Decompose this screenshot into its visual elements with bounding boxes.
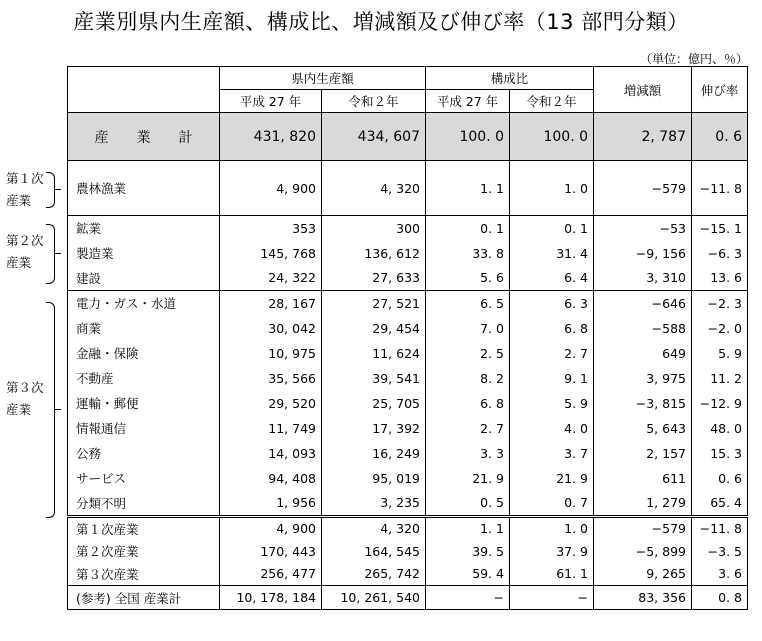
cell-growth: −11. 8 — [692, 517, 748, 540]
table-row — [68, 216, 748, 241]
cell-h27: 353 — [220, 216, 322, 241]
table-row — [68, 266, 748, 291]
cell-ratio-h27: 39. 5 — [426, 540, 510, 563]
group-tertiary-bracket — [46, 302, 55, 518]
cell-r2: 300 — [322, 216, 426, 241]
table-row — [68, 291, 748, 316]
page-title: 産業別県内生産額、構成比、増減額及び伸び率（13 部門分類） — [73, 10, 689, 34]
header-ratio: 構成比 — [426, 67, 594, 90]
production-table — [67, 66, 748, 610]
cell-ratio-h27: 59. 4 — [426, 563, 510, 586]
cell-ratio-r2: 31. 4 — [510, 241, 594, 266]
cell-change: 649 — [594, 341, 692, 366]
cell-ratio-h27: 1. 1 — [426, 517, 510, 540]
header-production: 県内生産額 — [220, 67, 426, 90]
table-row — [68, 491, 748, 517]
row-name: 商業 — [68, 316, 220, 341]
cell-ratio-r2: 21. 9 — [510, 466, 594, 491]
row-name: 農林漁業 — [68, 161, 220, 216]
cell-growth: 0. 8 — [692, 586, 748, 610]
cell-growth: 0. 6 — [692, 113, 748, 161]
cell-change: 3, 310 — [594, 266, 692, 291]
cell-h27: 30, 042 — [220, 316, 322, 341]
row-name: 公務 — [68, 441, 220, 466]
table-row — [68, 316, 748, 341]
cell-ratio-h27: 8. 2 — [426, 366, 510, 391]
cell-h27: 431, 820 — [220, 113, 322, 161]
row-name: 第１次産業 — [68, 517, 220, 540]
header-prod-r2: 令和２年 — [322, 90, 426, 113]
cell-change: 611 — [594, 466, 692, 491]
cell-change: 2, 787 — [594, 113, 692, 161]
cell-ratio-r2: 100. 0 — [510, 113, 594, 161]
cell-change: −579 — [594, 517, 692, 540]
cell-growth: −15. 1 — [692, 216, 748, 241]
cell-change: 2, 157 — [594, 441, 692, 466]
cell-ratio-h27: − — [426, 586, 510, 610]
cell-growth: −11. 8 — [692, 161, 748, 216]
cell-ratio-h27: 21. 9 — [426, 466, 510, 491]
table-row — [68, 416, 748, 441]
cell-change: −9, 156 — [594, 241, 692, 266]
cell-h27: 10, 178, 184 — [220, 586, 322, 610]
cell-change: −646 — [594, 291, 692, 316]
cell-r2: 27, 521 — [322, 291, 426, 316]
row-name: 金融・保険 — [68, 341, 220, 366]
table-row — [68, 441, 748, 466]
cell-ratio-r2: 1. 0 — [510, 517, 594, 540]
cell-h27: 4, 900 — [220, 517, 322, 540]
cell-ratio-r2: 2. 7 — [510, 341, 594, 366]
cell-ratio-h27: 6. 5 — [426, 291, 510, 316]
cell-ratio-h27: 0. 1 — [426, 216, 510, 241]
row-name: 不動産 — [68, 366, 220, 391]
cell-r2: 25, 705 — [322, 391, 426, 416]
header-blank — [68, 67, 220, 113]
cell-r2: 95, 019 — [322, 466, 426, 491]
bracket-tick — [54, 189, 61, 190]
table-row — [68, 466, 748, 491]
cell-change: 1, 279 — [594, 491, 692, 517]
cell-ratio-r2: 6. 8 — [510, 316, 594, 341]
header-ratio-r2: 令和２年 — [510, 90, 594, 113]
row-name: (参考) 全国 産業計 — [68, 586, 220, 610]
bracket-tick — [54, 253, 61, 254]
table-row — [68, 540, 748, 563]
cell-h27: 256, 477 — [220, 563, 322, 586]
cell-h27: 11, 749 — [220, 416, 322, 441]
cell-growth: −2. 0 — [692, 316, 748, 341]
cell-r2: 434, 607 — [322, 113, 426, 161]
group-primary-bracket — [46, 172, 55, 208]
group-primary-label: 第１次 産業 — [6, 171, 44, 208]
cell-r2: 27, 633 — [322, 266, 426, 291]
row-name: 産 業 計 — [68, 113, 220, 161]
cell-r2: 17, 392 — [322, 416, 426, 441]
cell-growth: 3. 6 — [692, 563, 748, 586]
cell-ratio-r2: 0. 1 — [510, 216, 594, 241]
cell-growth: −2. 3 — [692, 291, 748, 316]
cell-h27: 10, 975 — [220, 341, 322, 366]
table-row — [68, 366, 748, 391]
cell-h27: 24, 322 — [220, 266, 322, 291]
cell-change: −3, 815 — [594, 391, 692, 416]
cell-change: 9, 265 — [594, 563, 692, 586]
cell-r2: 4, 320 — [322, 161, 426, 216]
unit-note: （単位：億円、％） — [639, 52, 748, 66]
cell-ratio-r2: 3. 7 — [510, 441, 594, 466]
cell-r2: 29, 454 — [322, 316, 426, 341]
row-name: サービス — [68, 466, 220, 491]
table-row — [68, 241, 748, 266]
cell-growth: 65. 4 — [692, 491, 748, 517]
cell-ratio-r2: 9. 1 — [510, 366, 594, 391]
cell-ratio-r2: 4. 0 — [510, 416, 594, 441]
cell-r2: 3, 235 — [322, 491, 426, 517]
cell-r2: 164, 545 — [322, 540, 426, 563]
cell-r2: 265, 742 — [322, 563, 426, 586]
cell-change: −5, 899 — [594, 540, 692, 563]
row-name: 第２次産業 — [68, 540, 220, 563]
cell-ratio-h27: 5. 6 — [426, 266, 510, 291]
cell-growth: −6. 3 — [692, 241, 748, 266]
cell-ratio-h27: 6. 8 — [426, 391, 510, 416]
header-change: 増減額 — [594, 67, 692, 113]
cell-ratio-h27: 0. 5 — [426, 491, 510, 517]
cell-growth: −12. 9 — [692, 391, 748, 416]
group-secondary-bracket — [46, 224, 55, 284]
row-name: 情報通信 — [68, 416, 220, 441]
cell-ratio-r2: 0. 7 — [510, 491, 594, 517]
row-name: 製造業 — [68, 241, 220, 266]
cell-growth: 5. 9 — [692, 341, 748, 366]
cell-ratio-h27: 1. 1 — [426, 161, 510, 216]
group-tertiary-label: 第３次 産業 — [6, 380, 44, 417]
cell-growth: 11. 2 — [692, 366, 748, 391]
cell-change: −53 — [594, 216, 692, 241]
cell-change: −579 — [594, 161, 692, 216]
bracket-tick — [54, 409, 61, 410]
cell-ratio-h27: 2. 5 — [426, 341, 510, 366]
cell-ratio-h27: 33. 8 — [426, 241, 510, 266]
table-row — [68, 391, 748, 416]
row-name: 電力・ガス・水道 — [68, 291, 220, 316]
cell-ratio-r2: 6. 4 — [510, 266, 594, 291]
cell-h27: 28, 167 — [220, 291, 322, 316]
cell-ratio-r2: 61. 1 — [510, 563, 594, 586]
cell-r2: 10, 261, 540 — [322, 586, 426, 610]
cell-h27: 170, 443 — [220, 540, 322, 563]
row-name: 第３次産業 — [68, 563, 220, 586]
table-row — [68, 586, 748, 610]
cell-ratio-h27: 100. 0 — [426, 113, 510, 161]
cell-h27: 1, 956 — [220, 491, 322, 517]
cell-ratio-h27: 3. 3 — [426, 441, 510, 466]
cell-h27: 29, 520 — [220, 391, 322, 416]
group-secondary-label: 第２次 産業 — [6, 233, 44, 270]
table-row — [68, 341, 748, 366]
cell-r2: 16, 249 — [322, 441, 426, 466]
header-growth: 伸び率 — [692, 67, 748, 113]
row-name: 建設 — [68, 266, 220, 291]
cell-h27: 94, 408 — [220, 466, 322, 491]
row-name: 分類不明 — [68, 491, 220, 517]
row-name: 鉱業 — [68, 216, 220, 241]
cell-growth: 48. 0 — [692, 416, 748, 441]
cell-change: 83, 356 — [594, 586, 692, 610]
cell-ratio-r2: − — [510, 586, 594, 610]
cell-ratio-r2: 5. 9 — [510, 391, 594, 416]
cell-r2: 39, 541 — [322, 366, 426, 391]
table-row — [68, 563, 748, 586]
cell-change: 5, 643 — [594, 416, 692, 441]
cell-ratio-h27: 2. 7 — [426, 416, 510, 441]
cell-ratio-r2: 6. 3 — [510, 291, 594, 316]
cell-growth: −3. 5 — [692, 540, 748, 563]
cell-ratio-r2: 37. 9 — [510, 540, 594, 563]
total-row — [68, 113, 748, 161]
cell-r2: 4, 320 — [322, 517, 426, 540]
cell-h27: 4, 900 — [220, 161, 322, 216]
cell-ratio-h27: 7. 0 — [426, 316, 510, 341]
row-name: 運輸・郵便 — [68, 391, 220, 416]
header-ratio-h27: 平成 27 年 — [426, 90, 510, 113]
cell-change: −588 — [594, 316, 692, 341]
cell-growth: 13. 6 — [692, 266, 748, 291]
cell-change: 3, 975 — [594, 366, 692, 391]
table-row — [68, 517, 748, 540]
cell-r2: 11, 624 — [322, 341, 426, 366]
cell-growth: 0. 6 — [692, 466, 748, 491]
cell-ratio-r2: 1. 0 — [510, 161, 594, 216]
cell-h27: 145, 768 — [220, 241, 322, 266]
cell-growth: 15. 3 — [692, 441, 748, 466]
table-row — [68, 161, 748, 216]
cell-h27: 14, 093 — [220, 441, 322, 466]
cell-h27: 35, 566 — [220, 366, 322, 391]
header-prod-h27: 平成 27 年 — [220, 90, 322, 113]
cell-r2: 136, 612 — [322, 241, 426, 266]
